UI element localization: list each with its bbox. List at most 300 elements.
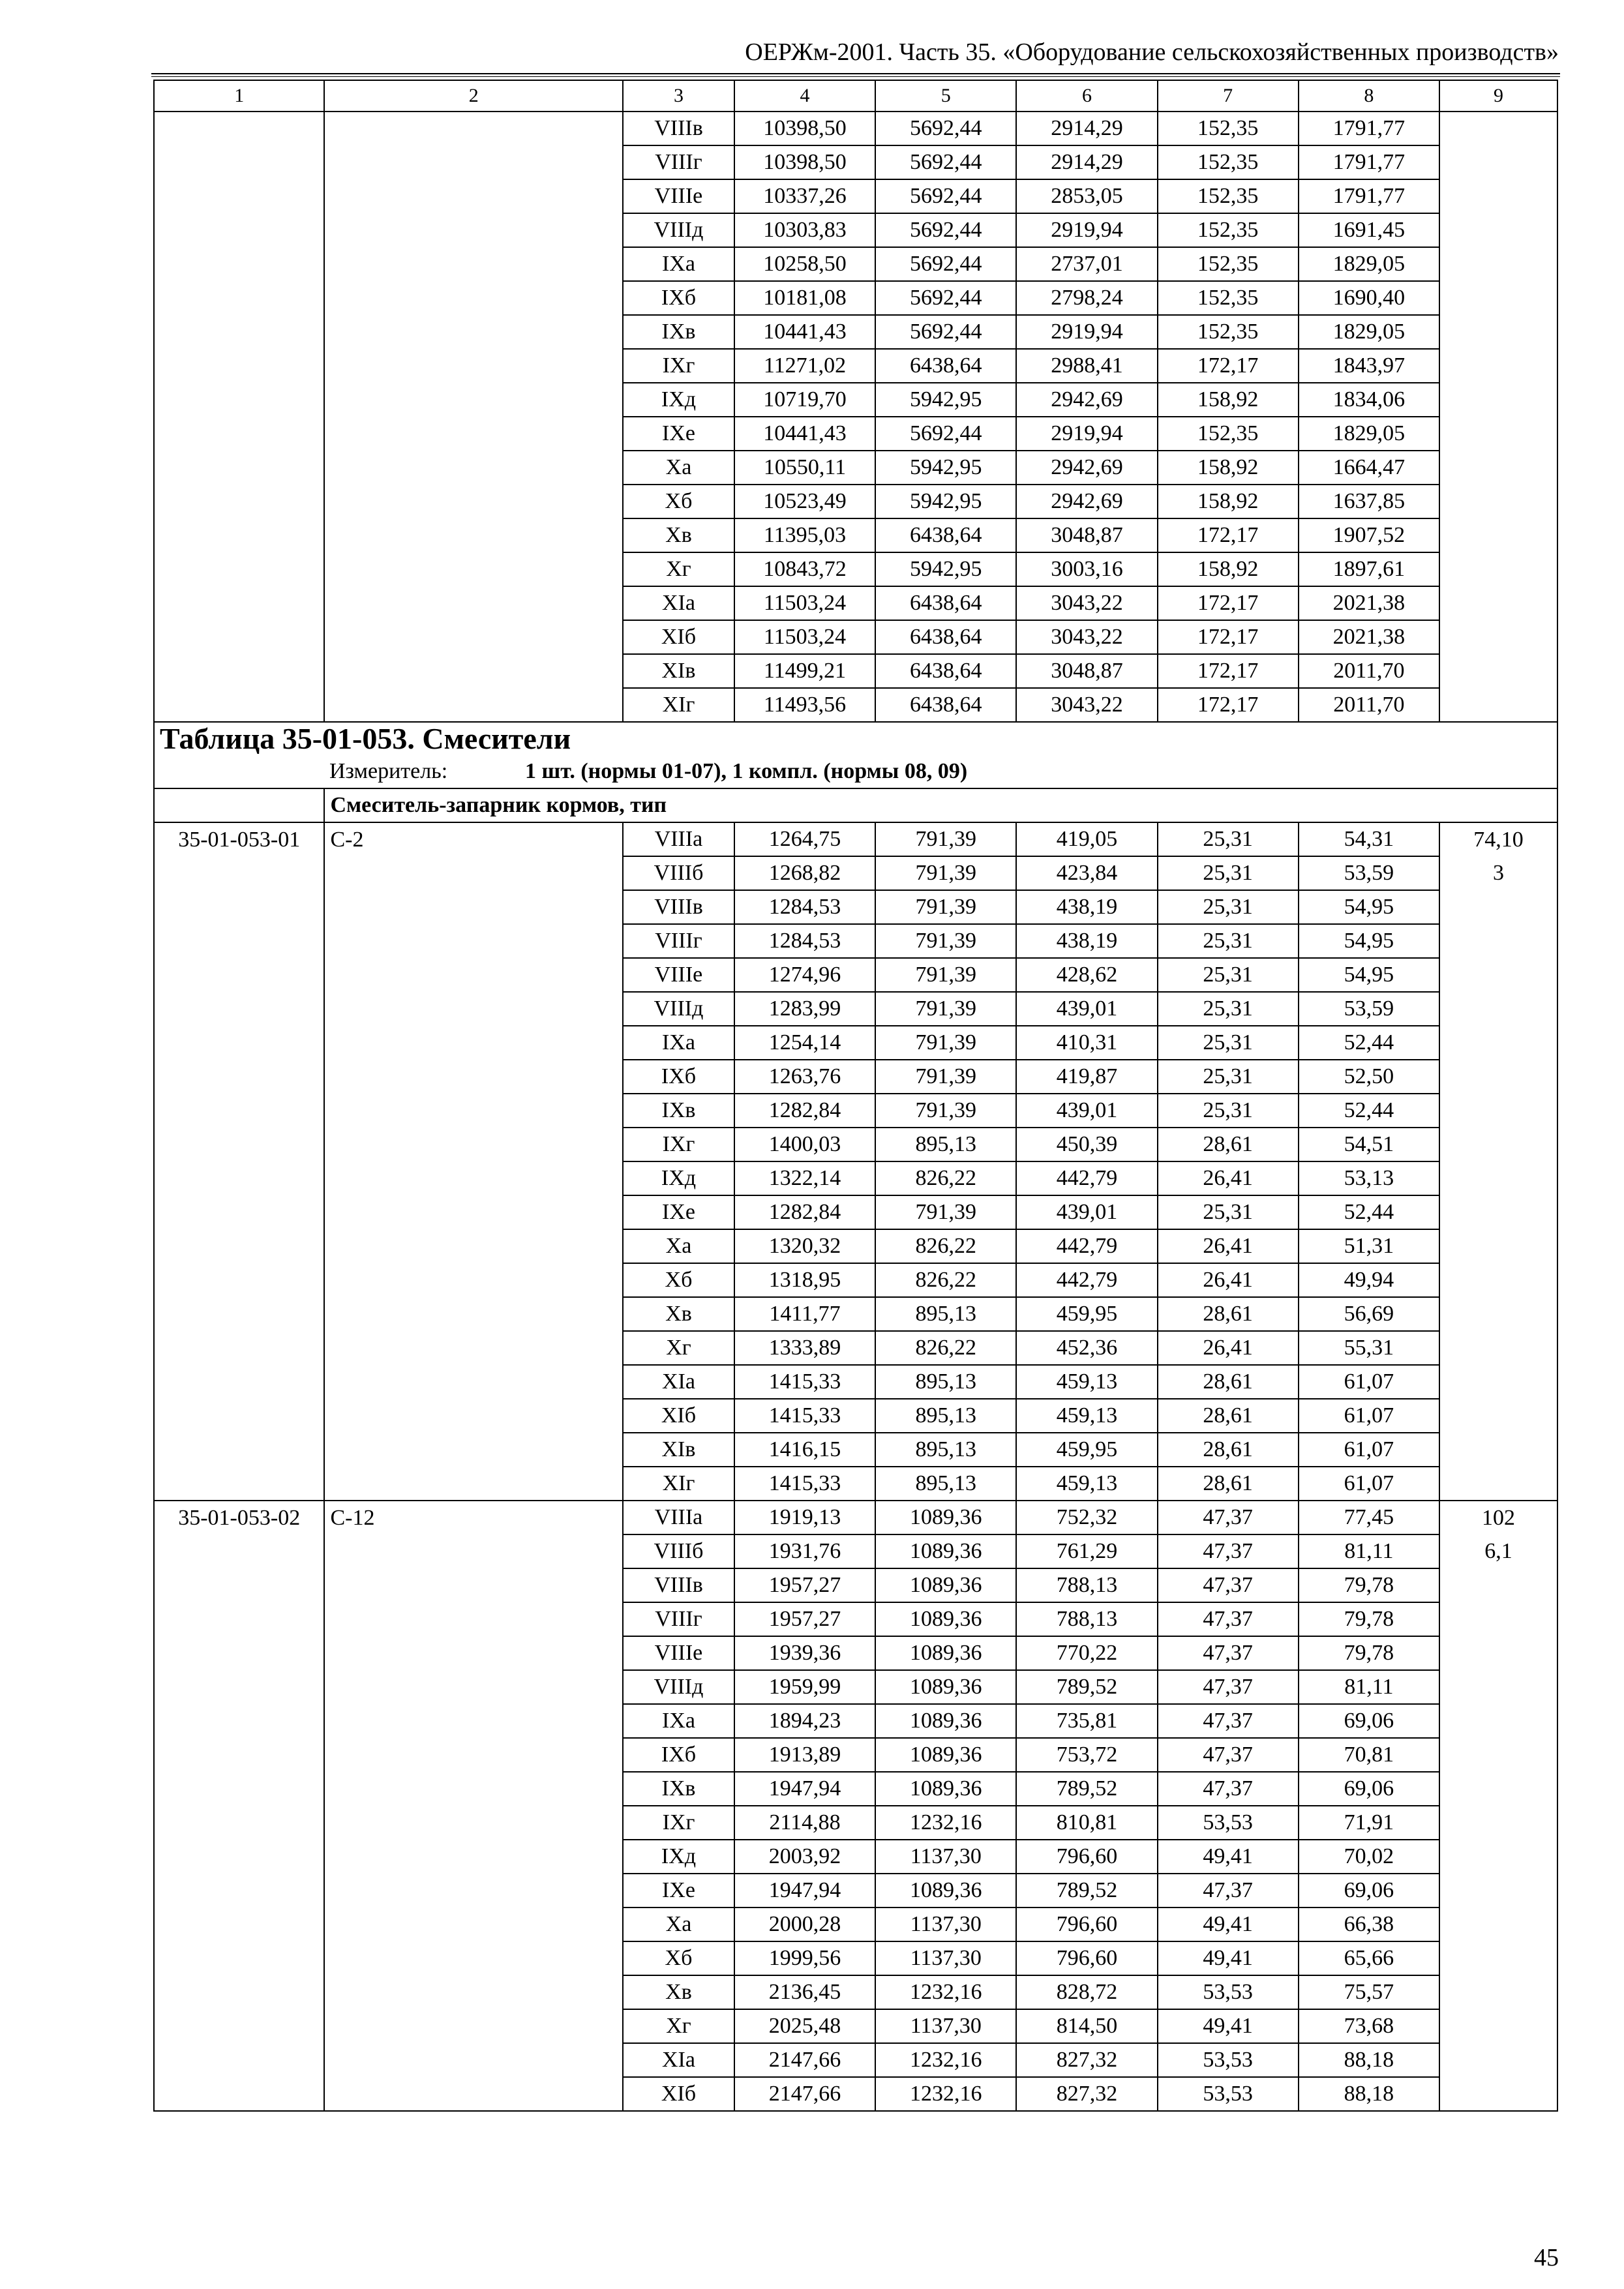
table-row [154,1670,1557,1704]
resource-cell [1439,1399,1557,1433]
value-cell: 158,92 [1158,552,1299,586]
header-rule-thin [151,76,1560,77]
norm-code-cell [154,620,324,654]
value-cell: 1919,13 [734,1501,875,1534]
norm-code-cell [154,1263,324,1297]
table-row [154,1636,1557,1670]
value-cell: 47,37 [1158,1738,1299,1772]
table-row [154,688,1557,722]
norm-name-cell [324,1331,623,1365]
zone-cell: IXд [623,383,734,417]
table-row [154,1331,1557,1365]
value-cell: 158,92 [1158,383,1299,417]
value-cell: 28,61 [1158,1128,1299,1161]
value-cell: 25,31 [1158,992,1299,1026]
resource-cell [1439,1704,1557,1738]
value-cell: 61,07 [1299,1365,1439,1399]
value-cell: 6438,64 [875,349,1016,383]
value-cell: 459,95 [1016,1433,1157,1467]
resource-cell [1439,1229,1557,1263]
column-number: 5 [875,80,1016,112]
value-cell: 51,31 [1299,1229,1439,1263]
value-cell: 47,37 [1158,1670,1299,1704]
resource-cell [1439,1297,1557,1331]
value-cell: 26,41 [1158,1331,1299,1365]
norm-code-cell [154,1331,324,1365]
zone-cell: IXг [623,1806,734,1840]
table-row [154,485,1557,518]
value-cell: 88,18 [1299,2077,1439,2111]
norm-code-cell [154,485,324,518]
value-cell: 791,39 [875,1195,1016,1229]
value-cell: 1947,94 [734,1874,875,1908]
norm-name-cell [324,179,623,213]
norm-code-cell [154,349,324,383]
value-cell: 11493,56 [734,688,875,722]
norm-name-cell [324,1568,623,1602]
value-cell: 52,50 [1299,1060,1439,1094]
zone-cell: IXг [623,1128,734,1161]
table-title: Таблица 35-01-053. Смесители [154,722,1557,755]
zone-cell: VIIIе [623,1636,734,1670]
value-cell: 172,17 [1158,688,1299,722]
value-cell: 1232,16 [875,1975,1016,2009]
norm-name-cell: С-2 [324,822,623,856]
value-cell: 25,31 [1158,924,1299,958]
norm-code-cell [154,1297,324,1331]
table-row [154,1161,1557,1195]
value-cell: 1254,14 [734,1026,875,1060]
value-cell: 10398,50 [734,145,875,179]
value-cell: 895,13 [875,1399,1016,1433]
table-row [154,1467,1557,1501]
norm-code-cell [154,1806,324,1840]
norm-name-cell [324,688,623,722]
value-cell: 28,61 [1158,1467,1299,1501]
resource-cell [1439,2077,1557,2111]
value-cell: 1894,23 [734,1704,875,1738]
norm-name-cell [324,1263,623,1297]
table-row [154,213,1557,247]
norm-name-cell [324,451,623,485]
table-row [154,1060,1557,1094]
resource-cell [1439,2043,1557,2077]
value-cell: 1834,06 [1299,383,1439,417]
resource-cell [1439,315,1557,349]
value-cell: 47,37 [1158,1501,1299,1534]
value-cell: 2011,70 [1299,654,1439,688]
value-cell: 796,60 [1016,1908,1157,1941]
norm-code-cell [154,1636,324,1670]
value-cell: 5942,95 [875,485,1016,518]
resource-cell [1439,958,1557,992]
value-cell: 28,61 [1158,1399,1299,1433]
table-row [154,1128,1557,1161]
value-cell: 791,39 [875,958,1016,992]
value-cell: 49,94 [1299,1263,1439,1297]
norm-code-cell [154,518,324,552]
value-cell: 152,35 [1158,417,1299,451]
value-cell: 2919,94 [1016,315,1157,349]
value-cell: 152,35 [1158,247,1299,281]
norm-code-cell [154,1704,324,1738]
norm-name-cell [324,2077,623,2111]
resource-cell [1439,1026,1557,1060]
norm-name-cell [324,1534,623,1568]
value-cell: 1931,76 [734,1534,875,1568]
zone-cell: IXг [623,349,734,383]
norm-code-cell [154,2009,324,2043]
column-number: 9 [1439,80,1557,112]
norm-name-cell: С-12 [324,1501,623,1534]
table-row [154,1501,1557,1534]
table-row [154,1263,1557,1297]
zone-cell: XIв [623,1433,734,1467]
norm-name-cell [324,1094,623,1128]
value-cell: 66,38 [1299,1908,1439,1941]
zone-cell: XIб [623,1399,734,1433]
value-cell: 53,13 [1299,1161,1439,1195]
zone-cell: Xв [623,1975,734,2009]
norm-code-cell [154,1195,324,1229]
value-cell: 827,32 [1016,2077,1157,2111]
norm-code-cell [154,179,324,213]
resource-cell [1439,1738,1557,1772]
norm-code-cell [154,1975,324,2009]
value-cell: 1137,30 [875,1840,1016,1874]
value-cell: 28,61 [1158,1365,1299,1399]
value-cell: 47,37 [1158,1772,1299,1806]
table-row [154,620,1557,654]
value-cell: 152,35 [1158,112,1299,145]
resource-cell [1439,552,1557,586]
value-cell: 2114,88 [734,1806,875,1840]
table-row [154,822,1557,856]
norm-name-cell [324,1467,623,1501]
value-cell: 814,50 [1016,2009,1157,2043]
value-cell: 25,31 [1158,1094,1299,1128]
norm-name-cell [324,213,623,247]
value-cell: 459,13 [1016,1365,1157,1399]
value-cell: 439,01 [1016,992,1157,1026]
value-cell: 10337,26 [734,179,875,213]
value-cell: 5692,44 [875,247,1016,281]
norm-code-cell [154,2077,324,2111]
column-number: 2 [324,80,623,112]
norm-name-cell [324,1738,623,1772]
value-cell: 11503,24 [734,620,875,654]
column-number: 4 [734,80,875,112]
value-cell: 459,95 [1016,1297,1157,1331]
norm-name-cell [324,1060,623,1094]
value-cell: 1089,36 [875,1602,1016,1636]
value-cell: 1232,16 [875,2043,1016,2077]
value-cell: 1664,47 [1299,451,1439,485]
value-cell: 419,05 [1016,822,1157,856]
norm-name-cell [324,924,623,958]
value-cell: 1089,36 [875,1670,1016,1704]
value-cell: 6438,64 [875,620,1016,654]
norm-code-cell [154,451,324,485]
resource-cell [1439,1433,1557,1467]
norm-name-cell [324,1772,623,1806]
value-cell: 53,53 [1158,2043,1299,2077]
value-cell: 5692,44 [875,417,1016,451]
norm-name-cell [324,1026,623,1060]
table-row [154,1433,1557,1467]
norm-name-cell [324,552,623,586]
zone-cell: Xг [623,2009,734,2043]
norm-code-cell [154,1670,324,1704]
table-title-row [154,722,1557,755]
norm-code-cell [154,1433,324,1467]
value-cell: 452,36 [1016,1331,1157,1365]
norm-name-cell [324,992,623,1026]
value-cell: 10523,49 [734,485,875,518]
zone-cell: IXа [623,1026,734,1060]
norm-code-cell [154,213,324,247]
value-cell: 1274,96 [734,958,875,992]
value-cell: 3048,87 [1016,654,1157,688]
table-row [154,958,1557,992]
value-cell: 47,37 [1158,1534,1299,1568]
value-cell: 152,35 [1158,315,1299,349]
norm-code-cell [154,552,324,586]
value-cell: 52,44 [1299,1195,1439,1229]
value-cell: 826,22 [875,1229,1016,1263]
value-cell: 1282,84 [734,1195,875,1229]
zone-cell: XIа [623,2043,734,2077]
measure-row [154,755,1557,788]
norm-name-cell [324,247,623,281]
value-cell: 438,19 [1016,924,1157,958]
zone-cell: VIIIв [623,890,734,924]
norm-code-cell [154,1365,324,1399]
norm-name-cell [324,1195,623,1229]
value-cell: 895,13 [875,1365,1016,1399]
value-cell: 11395,03 [734,518,875,552]
value-cell: 1089,36 [875,1772,1016,1806]
value-cell: 1320,32 [734,1229,875,1263]
value-cell: 1282,84 [734,1094,875,1128]
value-cell: 2919,94 [1016,417,1157,451]
value-cell: 54,95 [1299,890,1439,924]
resource-cell [1439,1331,1557,1365]
value-cell: 1691,45 [1299,213,1439,247]
norm-code-cell [154,417,324,451]
norm-code-cell [154,2043,324,2077]
norm-name-cell [324,1941,623,1975]
value-cell: 789,52 [1016,1874,1157,1908]
value-cell: 1232,16 [875,1806,1016,1840]
resource-cell [1439,485,1557,518]
zone-cell: IXб [623,1738,734,1772]
norm-name-cell [324,586,623,620]
value-cell: 791,39 [875,1094,1016,1128]
value-cell: 791,39 [875,1026,1016,1060]
zone-cell: IXб [623,281,734,315]
zone-cell: Xг [623,552,734,586]
value-cell: 11503,24 [734,586,875,620]
zone-cell: XIа [623,586,734,620]
value-cell: 1690,40 [1299,281,1439,315]
value-cell: 1089,36 [875,1738,1016,1772]
value-cell: 2021,38 [1299,620,1439,654]
value-cell: 56,69 [1299,1297,1439,1331]
value-cell: 26,41 [1158,1229,1299,1263]
zone-cell: IXа [623,247,734,281]
value-cell: 791,39 [875,924,1016,958]
resource-cell [1439,1670,1557,1704]
norm-name-cell [324,1670,623,1704]
norm-code-cell [154,654,324,688]
value-cell: 25,31 [1158,1060,1299,1094]
norm-name-cell [324,417,623,451]
table-row [154,247,1557,281]
value-cell: 10843,72 [734,552,875,586]
value-cell: 419,87 [1016,1060,1157,1094]
value-cell: 5942,95 [875,383,1016,417]
resource-cell [1439,1365,1557,1399]
table-row [154,1399,1557,1433]
value-cell: 54,95 [1299,958,1439,992]
value-cell: 1829,05 [1299,247,1439,281]
value-cell: 25,31 [1158,1195,1299,1229]
zone-cell: XIг [623,688,734,722]
value-cell: 172,17 [1158,654,1299,688]
value-cell: 895,13 [875,1433,1016,1467]
value-cell: 788,13 [1016,1568,1157,1602]
norm-name-cell [324,1806,623,1840]
value-cell: 2021,38 [1299,586,1439,620]
value-cell: 735,81 [1016,1704,1157,1738]
norm-code-cell [154,1772,324,1806]
value-cell: 1999,56 [734,1941,875,1975]
table-row [154,1840,1557,1874]
resource-cell [1439,1467,1557,1501]
value-cell: 1957,27 [734,1568,875,1602]
zone-cell: IXе [623,1195,734,1229]
value-cell: 11499,21 [734,654,875,688]
value-cell: 73,68 [1299,2009,1439,2043]
norm-name-cell [324,1975,623,2009]
value-cell: 1318,95 [734,1263,875,1297]
value-cell: 895,13 [875,1128,1016,1161]
resource-cell [1439,247,1557,281]
norm-code-cell [154,856,324,890]
value-cell: 3043,22 [1016,688,1157,722]
norm-name-cell [324,1128,623,1161]
value-cell: 10719,70 [734,383,875,417]
value-cell: 28,61 [1158,1433,1299,1467]
table-row [154,518,1557,552]
norm-name-cell [324,1229,623,1263]
resource-cell [1439,1195,1557,1229]
value-cell: 2853,05 [1016,179,1157,213]
norm-code-cell [154,586,324,620]
value-cell: 5692,44 [875,179,1016,213]
zone-cell: IXб [623,1060,734,1094]
table-row [154,417,1557,451]
zone-cell: VIIIд [623,992,734,1026]
zone-cell: VIIIв [623,112,734,145]
value-cell: 2000,28 [734,1908,875,1941]
value-cell: 895,13 [875,1467,1016,1501]
zone-cell: IXв [623,315,734,349]
measure-value: 1 шт. (нормы 01-07), 1 компл. (нормы 08, 09) [525,759,968,783]
value-cell: 49,41 [1158,1908,1299,1941]
table-row [154,552,1557,586]
value-cell: 1232,16 [875,2077,1016,2111]
value-cell: 2737,01 [1016,247,1157,281]
zone-cell: XIб [623,2077,734,2111]
zone-cell: VIIIа [623,822,734,856]
table-row [154,2077,1557,2111]
value-cell: 788,13 [1016,1602,1157,1636]
value-cell: 1907,52 [1299,518,1439,552]
zone-cell: IXв [623,1094,734,1128]
value-cell: 152,35 [1158,281,1299,315]
norm-code-cell [154,1161,324,1195]
value-cell: 79,78 [1299,1568,1439,1602]
column-number-row [154,80,1557,112]
zone-cell: XIб [623,620,734,654]
value-cell: 791,39 [875,822,1016,856]
value-cell: 69,06 [1299,1704,1439,1738]
resource-cell [1439,688,1557,722]
value-cell: 49,41 [1158,1941,1299,1975]
value-cell: 2942,69 [1016,485,1157,518]
norm-code-cell [154,688,324,722]
value-cell: 53,59 [1299,856,1439,890]
zone-cell: VIIIе [623,958,734,992]
value-cell: 1283,99 [734,992,875,1026]
table-row [154,890,1557,924]
value-cell: 1415,33 [734,1399,875,1433]
norm-code-cell [154,1602,324,1636]
norm-code-cell [154,1229,324,1263]
value-cell: 172,17 [1158,518,1299,552]
value-cell: 47,37 [1158,1636,1299,1670]
norm-name-cell [324,958,623,992]
subtype-row [154,788,1557,822]
measure-label: Измеритель: [329,759,448,783]
zone-cell: VIIIг [623,924,734,958]
table-row [154,2043,1557,2077]
norm-name-cell [324,1399,623,1433]
value-cell: 158,92 [1158,485,1299,518]
column-number: 6 [1016,80,1157,112]
value-cell: 5692,44 [875,281,1016,315]
value-cell: 79,78 [1299,1602,1439,1636]
norm-code-cell [154,958,324,992]
value-cell: 1137,30 [875,1908,1016,1941]
norm-name-cell [324,315,623,349]
value-cell: 826,22 [875,1263,1016,1297]
zone-cell: IXе [623,1874,734,1908]
zone-cell: VIIIа [623,1501,734,1534]
norm-name-cell [324,890,623,924]
zone-cell: IXд [623,1161,734,1195]
value-cell: 25,31 [1158,890,1299,924]
table-row [154,1568,1557,1602]
value-cell: 5692,44 [875,145,1016,179]
value-cell: 61,07 [1299,1399,1439,1433]
norm-code-cell [154,1026,324,1060]
value-cell: 6438,64 [875,688,1016,722]
value-cell: 88,18 [1299,2043,1439,2077]
value-cell: 450,39 [1016,1128,1157,1161]
